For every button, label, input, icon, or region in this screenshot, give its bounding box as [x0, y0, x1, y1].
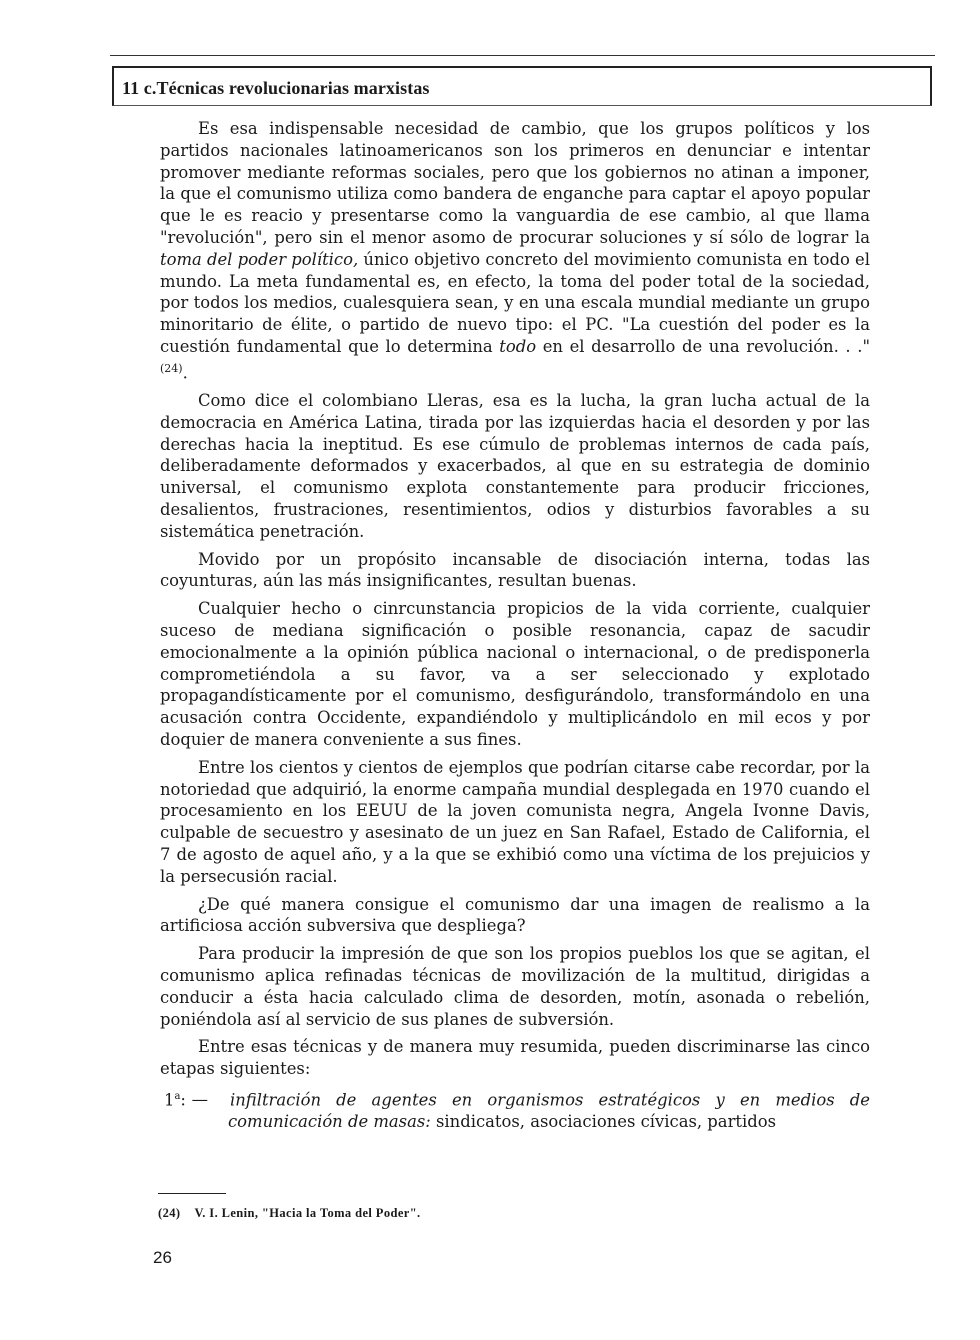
- top-rule: [110, 55, 935, 56]
- paragraph-1-text-c: en el desarrollo de una revolución. . .": [536, 336, 871, 356]
- list-ordinal-number: 1: [164, 1090, 175, 1110]
- list-dash: —: [191, 1090, 208, 1110]
- paragraph-5: Entre los cientos y cientos de ejemplos que podrían citarse cabe recordar, por la notoriedad que adquirió, la enorme campaña mundial desplegada en 1970 cuando el procesamiento en los EEUU de la joven comunista negra, Angela Ivonne Davis, culpable de secuestro y asesinato de un juez en San Rafael, Estado de California, el 7 de agosto de aquel año, y a la que se exhibió como una víctima de los prejuicios y la persecusión racial.: [160, 757, 870, 886]
- footnote-rule: [158, 1193, 226, 1194]
- chapter-header: [112, 66, 932, 106]
- list-ordinal-colon: :: [180, 1090, 186, 1110]
- paragraph-1: [160, 118, 870, 384]
- paragraph-6: ¿De qué manera consigue el comunismo dar una imagen de realismo a la artificiosa acción subversiva que despliega?: [160, 894, 870, 936]
- body-text: [160, 118, 870, 1139]
- footnote-number: (24): [158, 1206, 181, 1220]
- footnote-reference: (24): [160, 361, 183, 375]
- paragraph-7: Para producir la impresión de que son los propios pueblos los que se agitan, el comunismo aplica refinadas técnicas de movilización de la multitud, dirigidas a conducir a ésta hacia calculado clima de desorden, motín, asonada o rebelión, poniéndola así al servicio de sus planes de subversión.: [160, 944, 870, 1029]
- chapter-title: 11 c.Técnicas revolucionarias marxistas: [122, 78, 430, 98]
- paragraph-1-text-b: único objetivo concreto del movimiento comunista en todo el mundo. La meta fundamental es, en efecto, la toma del poder total de la sociedad, por todos los medios, cualesquiera sean, y en una escala mundial mediante un grupo minoritario de élite, o partido de nuevo tipo: el PC. "La cuestión del poder es la cuestión fundamental que lo determina: [160, 249, 870, 356]
- page-number: 26: [153, 1248, 172, 1267]
- footnote: [158, 1206, 421, 1221]
- paragraph-1-end: .: [182, 363, 188, 383]
- paragraph-8: Entre esas técnicas y de manera muy resumida, pueden discriminarse las cinco etapas siguientes:: [160, 1037, 870, 1079]
- paragraph-1-text-a: Es esa indispensable necesidad de cambio, que los grupos políticos y los partidos nacionales latinoamericanos son los primeros en denunciar e intentar promover mediante reformas sociales, pero que los gobiernos no atinan a imponer, la que el comunismo utiliza como bandera de enganche para captar el apoyo popular que le es reacio y presentarse como la vanguardia de ese cambio, al que llama "revolución", pero sin el menor asomo de procurar soluciones y sí sólo de lograr la: [160, 119, 870, 247]
- footnote-text: V. I. Lenin, "Hacia la Toma del Poder".: [194, 1206, 421, 1220]
- paragraph-2: Como dice el colombiano Lleras, esa es la lucha, la gran lucha actual de la democracia en América Latina, tirada por las izquierdas hacia el desorden y por las derechas hacia la ineptitud. Es ese cúmulo de problemas internos de cada país, deliberadamente deformados y exacerbados, al que en su estrategia de dominio universal, el comunismo explota constantemente para producir fricciones, desalientos, frustraciones, resentimientos, odios y disturbios favorables a su sistemática penetración.: [160, 391, 870, 541]
- list-ordinal-sup: a: [174, 1090, 181, 1102]
- paragraph-4: Cualquier hecho o cinrcunstancia propicios de la vida corriente, cualquier suceso de mediana significación o posible resonancia, capaz de sacudir emocionalmente a la opinión pública nacional o internacional, o de predisponerla comprometiéndola a su favor, va a ser seleccionado y explotado propagandísticamente por el comunismo, desfigurándolo, transformándolo en una acusación contra Occidente, expandiéndolo y multiplicándolo en mil ecos y por doquier de manera conveniente a sus fines.: [160, 599, 870, 749]
- list-item-italic: infiltración de agentes en organismos estratégicos y en medios de comunicación de masas:: [228, 1090, 870, 1132]
- paragraph-1-italic-a: toma del poder político,: [160, 249, 359, 269]
- paragraph-1-italic-b: todo: [499, 336, 537, 356]
- paragraph-3: Movido por un propósito incansable de disociación interna, todas las coyunturas, aún las más insignificantes, resultan buenas.: [160, 549, 870, 591]
- list-item-text: sindicatos, asociaciones cívicas, partidos: [430, 1112, 777, 1132]
- list-item-1: [160, 1086, 870, 1133]
